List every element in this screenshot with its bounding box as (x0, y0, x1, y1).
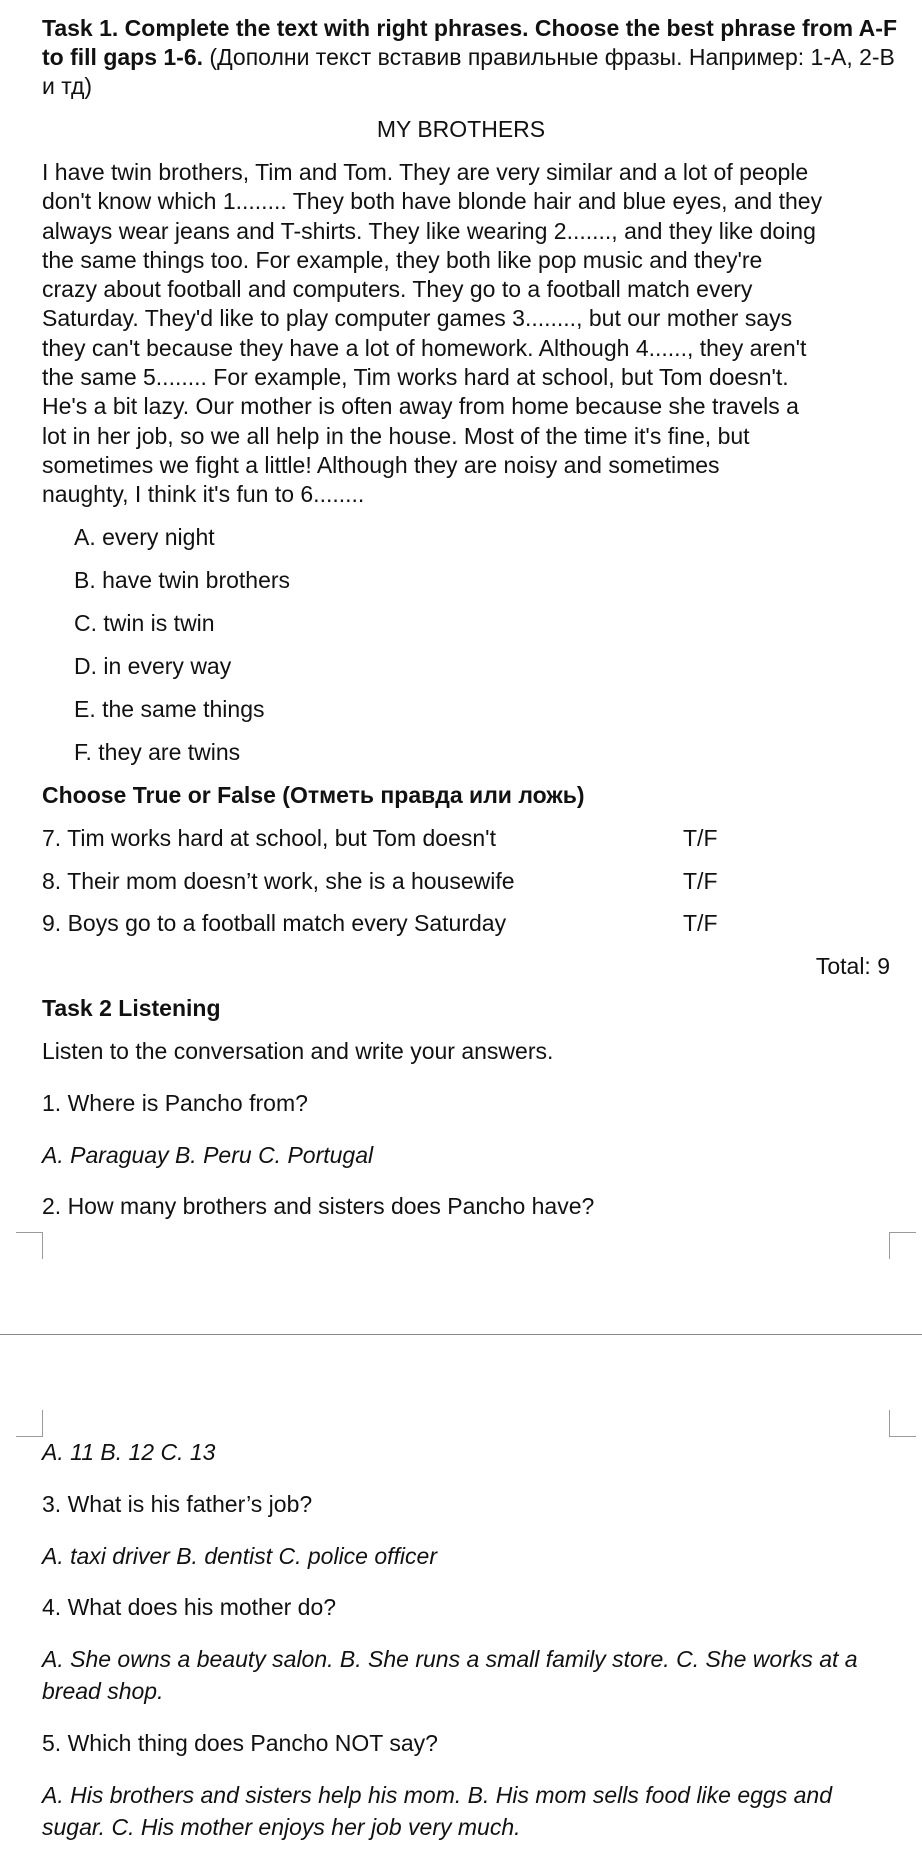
paragraph-line: sometimes we fight a little! Although they are noisy and sometimes (42, 451, 720, 478)
paragraph-line: the same things too. For example, they both like pop music and they're (42, 246, 763, 273)
paragraph-line: they can't because they have a lot of homework. Although 4......, they aren't (42, 334, 807, 361)
paragraph-line: Saturday. They'd like to play computer games 3........, but our mother says (42, 305, 793, 332)
total-score: Total: 9 (815, 953, 890, 979)
text-title: MY BROTHERS (376, 116, 546, 142)
tf-mark-9: T/F (683, 910, 718, 936)
question-5: 5. Which thing does Pancho NOT say? (42, 1730, 438, 1756)
question-3: 3. What is his father’s job? (42, 1491, 313, 1517)
paragraph-line: don't know which 1........ They both have blonde hair and blue eyes, and they (42, 188, 823, 215)
task1-title (42, 14, 902, 101)
tf-mark-8: T/F (683, 868, 718, 894)
paragraph-line: the same 5........ For example, Tim works hard at school, but Tom doesn't. (42, 364, 789, 391)
option-a: A. every night (74, 524, 215, 550)
paragraph-line: lot in her job, so we all help in the house. Most of the time it's fine, but (42, 422, 750, 449)
page-corner-mark (16, 1232, 43, 1259)
question-1: 1. Where is Pancho from? (42, 1090, 308, 1116)
option-e: E. the same things (74, 696, 265, 722)
paragraph-line: crazy about football and computers. They go to a football match every (42, 276, 753, 303)
paragraph-line: I have twin brothers, Tim and Tom. They are very similar and a lot of people (42, 159, 809, 185)
task1-title-bold: Task 1. Complete the text with right phrases. Choose the best phrase from A-F to fill gaps 1-6. (42, 15, 897, 70)
page-corner-mark (889, 1410, 916, 1437)
task1-title-translation: (Дополни текст вставив правильные фразы. Например: 1-A, 2-B и тд) (42, 44, 895, 99)
question-4: 4. What does his mother do? (42, 1594, 337, 1620)
story-paragraph (42, 158, 910, 510)
tf-mark-7: T/F (683, 825, 718, 851)
answers-5: A. His brothers and sisters help his mom. B. His mom sells food like eggs and sugar. C. His mother enjoys her job very much. (42, 1782, 832, 1840)
paragraph-line: always wear jeans and T-shirts. They like wearing 2......., and they like doing (42, 217, 816, 244)
answers-4: A. She owns a beauty salon. B. She runs a small family store. C. She works at a bread shop. (42, 1646, 858, 1704)
option-d: D. in every way (74, 653, 232, 679)
answers-3: A. taxi driver B. dentist C. police officer (42, 1543, 437, 1569)
answers-2: A. 11 B. 12 C. 13 (42, 1439, 216, 1465)
option-b: B. have twin brothers (74, 567, 291, 593)
tf-statement-7: 7. Tim works hard at school, but Tom doesn't (42, 825, 496, 851)
question-2: 2. How many brothers and sisters does Pancho have? (42, 1193, 595, 1219)
option-c: C. twin is twin (74, 610, 215, 636)
page-corner-mark (889, 1232, 916, 1259)
page-corner-mark (16, 1410, 43, 1437)
page-break-line (0, 1334, 922, 1335)
task2-heading: Task 2 Listening (42, 995, 221, 1021)
true-false-heading: Choose True or False (Отметь правда или ложь) (42, 782, 585, 808)
tf-statement-9: 9. Boys go to a football match every Saturday (42, 910, 507, 936)
option-f: F. they are twins (74, 739, 241, 765)
tf-statement-8: 8. Their mom doesn’t work, she is a housewife (42, 868, 515, 894)
paragraph-line: He's a bit lazy. Our mother is often away from home because she travels a (42, 393, 799, 420)
task2-instruction: Listen to the conversation and write your answers. (42, 1038, 554, 1064)
answers-1: A. Paraguay B. Peru C. Portugal (42, 1142, 374, 1168)
paragraph-line: naughty, I think it's fun to 6........ (42, 481, 365, 508)
